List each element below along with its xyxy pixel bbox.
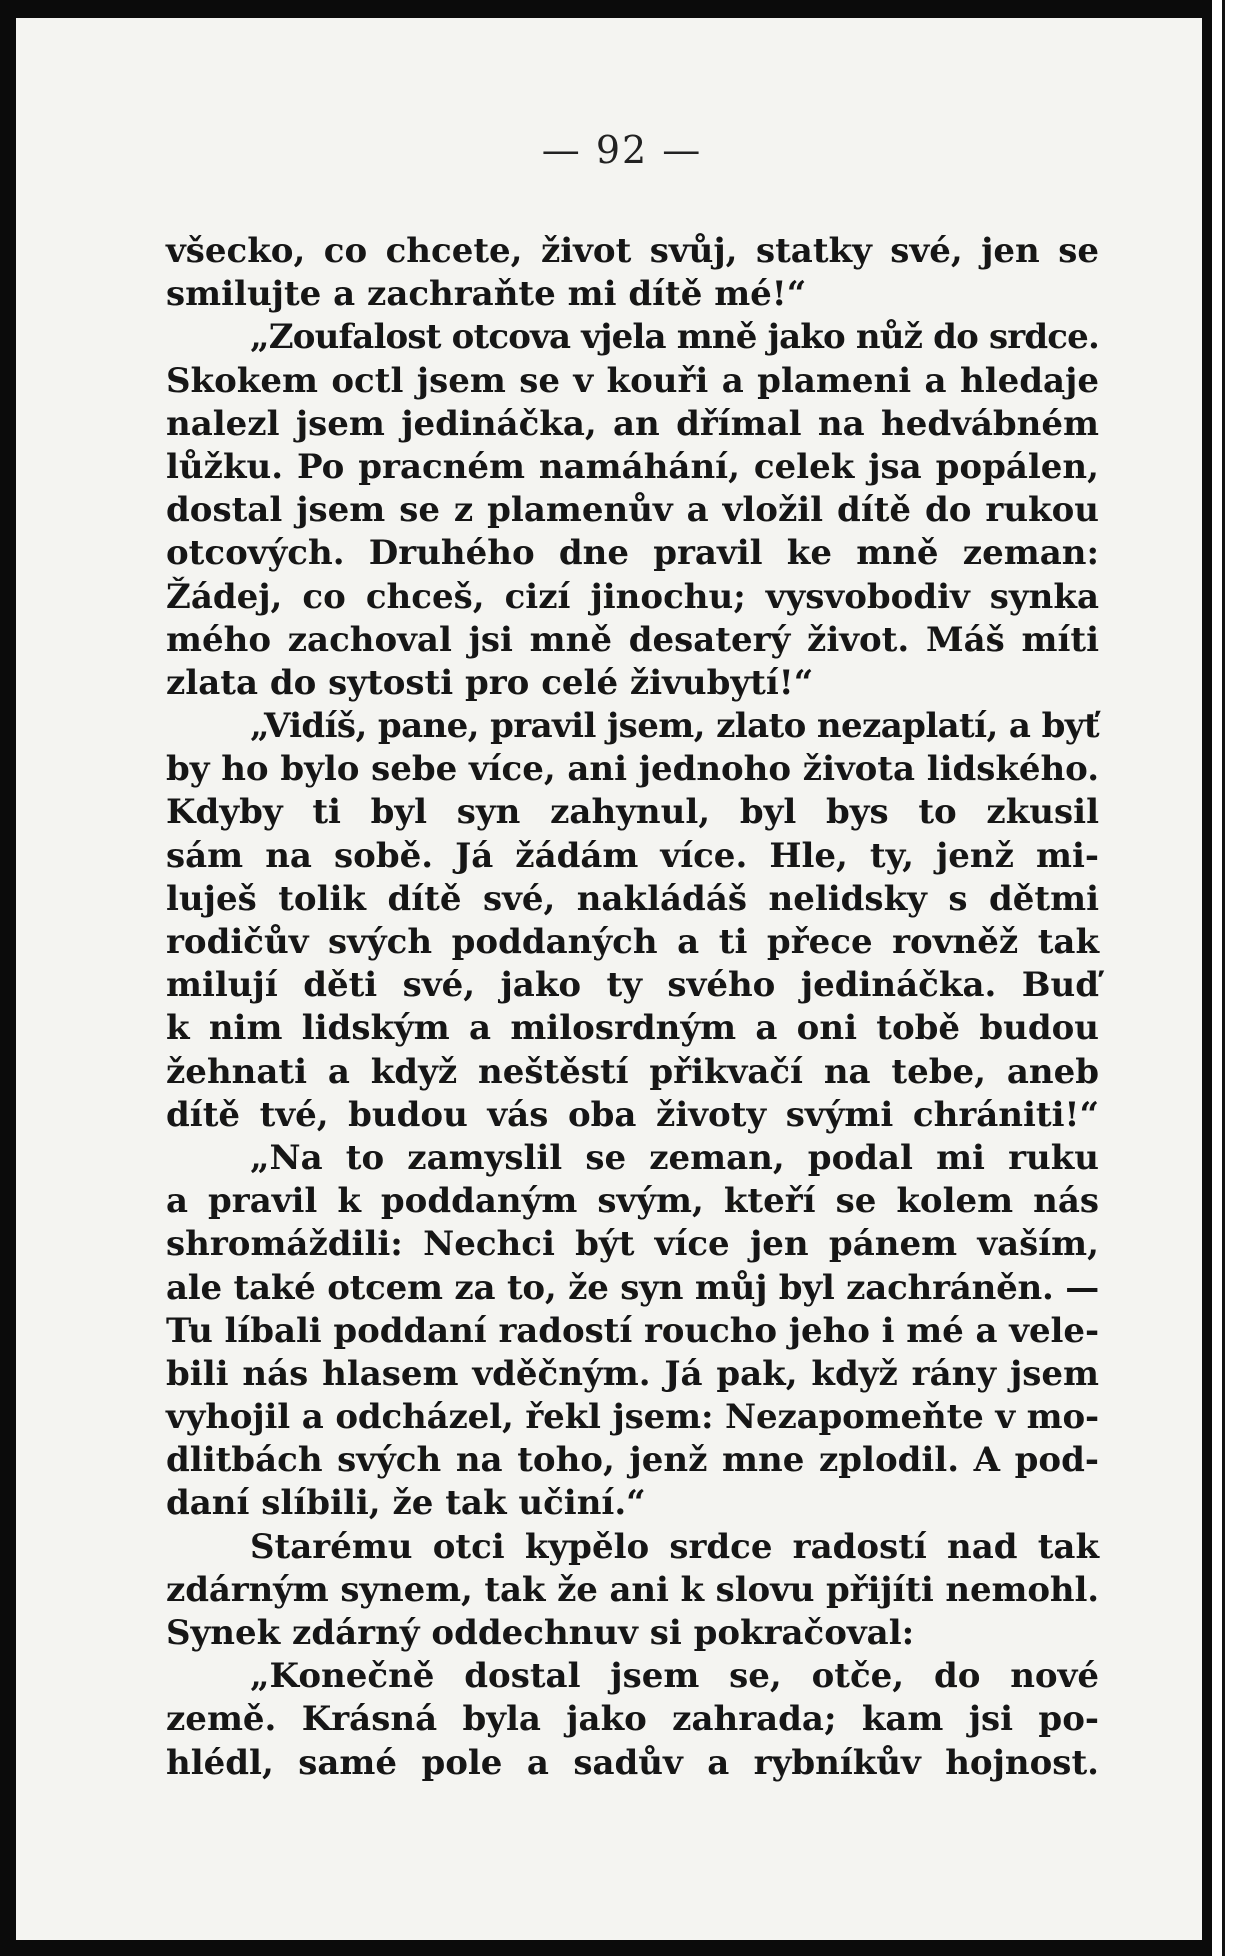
text-line: shromáždili: Nechci být více jen pánem vaším, <box>166 1224 1099 1265</box>
text-line: „Konečně dostal jsem se, otče, do nové <box>250 1656 1099 1697</box>
text-line: a pravil k poddaným svým, kteří se kolem nás <box>166 1181 1099 1222</box>
text-line: mého zachoval jsi mně desaterý život. Máš míti <box>166 619 1099 660</box>
text-line: Synek zdárný oddechnuv si pokračoval: <box>166 1613 915 1653</box>
adjacent-page-edge <box>1212 0 1244 1956</box>
text-line: dostal jsem se z plamenův a vložil dítě do rukou <box>166 490 1099 531</box>
text-line: vyhojil a odcházel, řekl jsem: Nezapomeňte v mo- <box>166 1397 1099 1438</box>
text-line: zlata do sytosti pro celé živubytí!“ <box>166 662 814 703</box>
text-line: Tu líbali poddaní radostí roucho jeho i mé a vele- <box>166 1310 1100 1351</box>
text-line: milují děti své, jako ty svého jedináčka. Buď <box>166 965 1099 1006</box>
text-line: smilujte a zachraňte mi dítě mé!“ <box>166 274 807 315</box>
text-line: bili nás hlasem vděčným. Já pak, když rány jsem <box>166 1353 1099 1394</box>
text-line: Žádej, co chceš, cizí jinochu; vysvobodiv synka <box>166 576 1099 617</box>
text-line: hlédl, samé pole a sadův a rybníkův hojnost. <box>166 1742 1099 1783</box>
text-line: k nim lidským a milosrdným a oni tobě budou <box>166 1008 1099 1049</box>
text-line: dítě tvé, budou vás oba životy svými chrániti!“ <box>166 1094 1099 1135</box>
body-text <box>166 230 1099 1785</box>
text-line: zdárným synem, tak že ani k slovu přijíti nemohl. <box>166 1569 1099 1610</box>
text-line: Skokem octl jsem se v kouři a plameni a hledaje <box>166 360 1099 401</box>
page-edge-line <box>1222 0 1225 1956</box>
text-line: žehnati a když neštěstí přikvačí na tebe, aneb <box>166 1051 1099 1092</box>
text-line: rodičův svých poddaných a ti přece rovněž tak <box>166 922 1099 962</box>
text-line: „Zoufalost otcova vjela mně jako nůž do srdce. <box>250 317 1099 358</box>
text-line: daní slíbili, že tak učiní.“ <box>166 1483 646 1524</box>
text-line: Kdyby ti byl syn zahynul, byl bys to zkusil <box>166 792 1099 833</box>
page-number: — 92 — <box>541 128 703 172</box>
text-line: země. Krásná byla jako zahrada; kam jsi po- <box>166 1699 1099 1740</box>
text-line: Starému otci kypělo srdce radostí nad tak <box>250 1526 1099 1567</box>
text-line: „Vidíš, pane, pravil jsem, zlato nezaplatí, a byť <box>250 706 1099 747</box>
text-line: otcových. Druhého dne pravil ke mně zeman: <box>166 533 1099 574</box>
text-line: „Na to zamyslil se zeman, podal mi ruku <box>250 1137 1099 1178</box>
text-line: luješ tolik dítě své, nakládáš nelidsky s dětmi <box>166 878 1099 919</box>
text-line: dlitbách svých na toho, jenž mne zplodil. A pod- <box>166 1440 1099 1481</box>
text-line: ale také otcem za to, že syn můj byl zachráněn. — <box>166 1267 1099 1308</box>
text-line: sám na sobě. Já žádám více. Hle, ty, jenž mi- <box>166 835 1099 876</box>
text-line: by ho bylo sebe více, ani jednoho života lidského. <box>166 749 1099 790</box>
text-line: všecko, co chcete, život svůj, statky své, jen se <box>166 231 1099 271</box>
text-line: lůžku. Po pracném namáhání, celek jsa popálen, <box>166 446 1099 487</box>
text-line: nalezl jsem jedináčka, an dřímal na hedvábném <box>166 403 1099 444</box>
